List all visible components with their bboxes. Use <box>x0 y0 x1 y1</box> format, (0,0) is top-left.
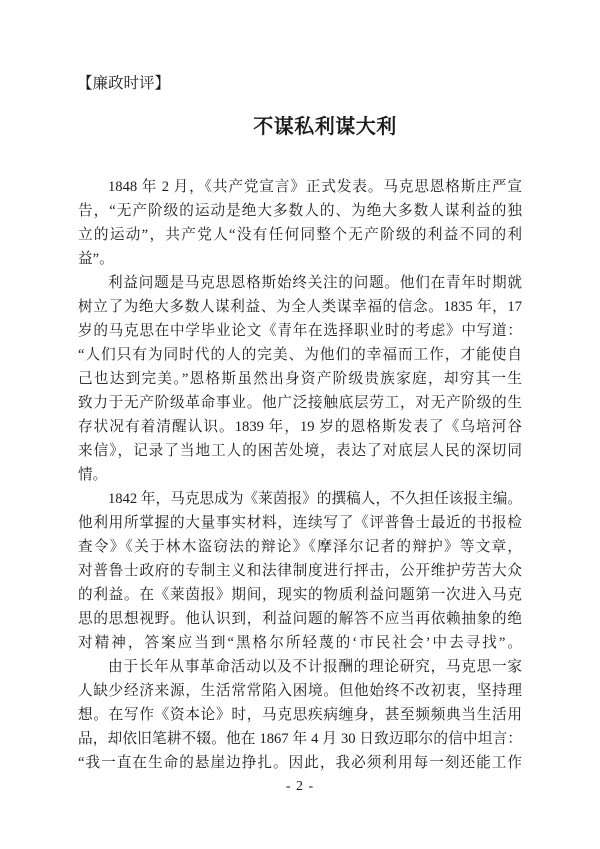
paragraph <box>78 175 522 271</box>
text-line: 岁的马克思在中学毕业论文《青年在选择职业时的考虑》中写道： <box>78 323 522 339</box>
text-line: 情。 <box>78 467 108 483</box>
text-line: 品，却依旧笔耕不辍。他在 1867 年 4 月 30 日致迈耶尔的信中坦言： <box>78 731 522 747</box>
paragraph <box>78 487 522 655</box>
text-line: 益”。 <box>78 251 114 267</box>
text-line: “人们只有为同时代的人的完美、为他们的幸福而工作，才能使自 <box>78 347 522 363</box>
text-line: 利益问题是马克思恩格斯始终关注的问题。他们在青年时期就 <box>108 275 522 291</box>
text-line: 存状况有着清醒认识。1839 年，19 岁的恩格斯发表了《乌培河谷 <box>78 419 522 435</box>
text-line: 树立了为绝大多数人谋利益、为全人类谋幸福的信念。1835 年，17 <box>78 299 522 315</box>
page-number: - 2 - <box>285 779 315 794</box>
document-title: 不谋私利谋大利 <box>253 116 397 138</box>
text-line: 来信》，记录了当地工人的困苦处境，表达了对底层人民的深切同 <box>78 443 522 459</box>
text-line: 对精神，答案应当到“黑格尔所轻蔑的‘市民社会’中去寻找”。 <box>78 635 522 651</box>
text-line: 1848 年 2 月，《共产党宣言》正式发表。马克思恩格斯庄严宣 <box>108 179 522 195</box>
text-line: 己也达到完美。”恩格斯虽然出身资产阶级贵族家庭，却穷其一生 <box>78 371 522 387</box>
text-line: 的利益。在《莱茵报》期间，现实的物质利益问题第一次进入马克 <box>78 587 522 603</box>
text-line: 思的思想视野。他认识到，利益问题的解答不应当再依赖抽象的绝 <box>78 611 522 627</box>
paragraph <box>78 655 522 775</box>
text-line: 立的运动”，共产党人“没有任何同整个无产阶级的利益不同的利 <box>78 227 522 243</box>
section-label: 【廉政时评】 <box>77 75 171 92</box>
text-line: 告，“无产阶级的运动是绝大多数人的、为绝大多数人谋利益的独 <box>78 203 522 219</box>
text-line: 查令》《关于林木盗窃法的辩论》《摩泽尔记者的辩护》等文章， <box>78 539 522 555</box>
text-line: 1842 年，马克思成为《莱茵报》的撰稿人，不久担任该报主编。 <box>108 491 522 507</box>
text-line: 想。在写作《资本论》时，马克思疾病缠身，甚至频频典当生活用 <box>78 707 522 723</box>
text-line: 人缺少经济来源，生活常常陷入困境。但他始终不改初衷，坚持理 <box>78 683 522 699</box>
text-line: 由于长年从事革命活动以及不计报酬的理论研究，马克思一家 <box>108 659 522 675</box>
text-line: “我一直在生命的悬崖边挣扎。因此，我必须利用每一刻还能工作 <box>78 755 522 771</box>
text-line: 致力于无产阶级革命事业。他广泛接触底层劳工，对无产阶级的生 <box>78 395 522 411</box>
text-line: 他利用所掌握的大量事实材料，连续写了《评普鲁士最近的书报检 <box>78 515 522 531</box>
body-text <box>78 175 522 775</box>
paragraph <box>78 271 522 487</box>
text-line: 对普鲁士政府的专制主义和法律制度进行抨击，公开维护劳苦大众 <box>78 563 522 579</box>
